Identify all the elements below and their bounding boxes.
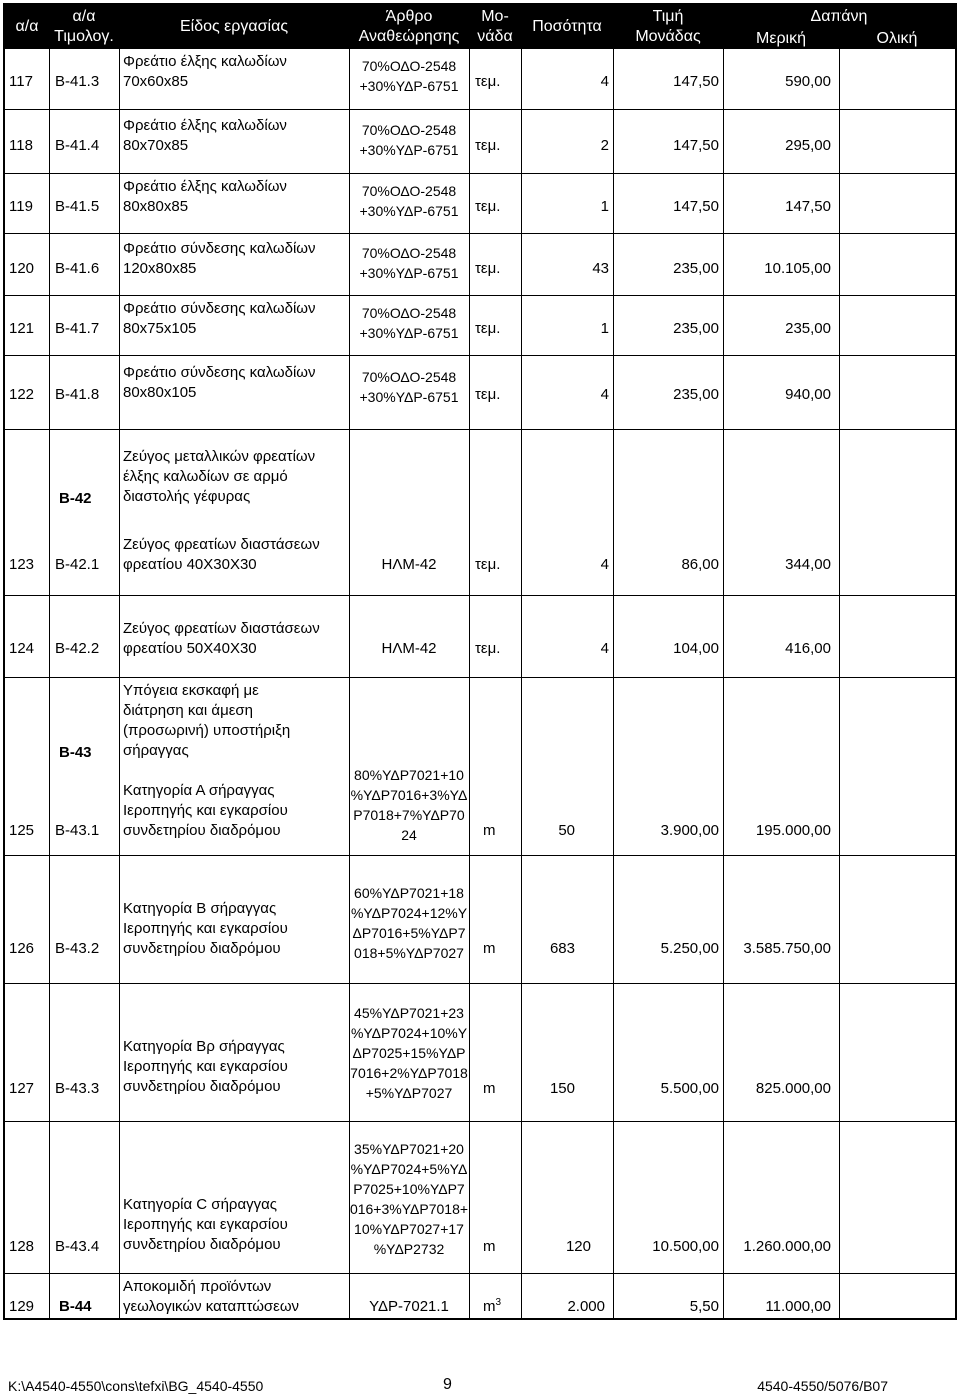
row-desc: Φρεάτιο έλξης καλωδίων 80x70x85 xyxy=(123,117,287,154)
row-unit: m xyxy=(483,822,496,839)
row-unit: τεμ. xyxy=(475,320,501,337)
row-article: 70%ΟΔΟ-2548 +30%ΥΔΡ-6751 xyxy=(359,305,459,341)
row-partial: 11.000,00 xyxy=(765,1298,831,1315)
row-price: 5.250,00 xyxy=(660,940,719,957)
row-partial: 940,00 xyxy=(785,386,831,403)
row-code: Β-43.4 xyxy=(55,1238,100,1255)
row-price: 104,00 xyxy=(673,640,719,657)
group-desc: Ζεύγος μεταλλικών φρεατίων έλξης καλωδίων σε αρμό διαστολής γέφυρας xyxy=(123,448,316,505)
row-code: Β-41.4 xyxy=(55,137,100,154)
row-article: 70%ΟΔΟ-2548 +30%ΥΔΡ-6751 xyxy=(359,183,459,219)
row-code: Β-43.2 xyxy=(55,940,100,957)
row-desc: Κατηγορία Βρ σήραγγας Ιεροπηγής και εγκαρσίου συνδετηρίου διαδρόμου xyxy=(123,1038,288,1095)
row-divider xyxy=(5,595,955,596)
row-code: Β-44 xyxy=(59,1298,92,1315)
row-divider xyxy=(5,233,955,234)
row-aa: 128 xyxy=(9,1238,35,1255)
row-desc: Φρεάτιο σύνδεσης καλωδίων 80x80x105 xyxy=(123,364,316,401)
row-desc: Ζεύγος φρεατίων διαστάσεων φρεατίου 50Χ40Χ30 xyxy=(123,620,320,657)
row-divider xyxy=(5,983,955,984)
row-unit: m xyxy=(483,1080,496,1097)
row-desc: Κατηγορία Β σήραγγας Ιεροπηγής και εγκαρσίου συνδετηρίου διαδρόμου xyxy=(123,900,288,957)
row-code: Β-41.5 xyxy=(55,198,100,215)
row-qty: 4 xyxy=(600,556,609,573)
row-article: ΗΛΜ-42 xyxy=(381,640,437,657)
header-meriki: Μερική xyxy=(755,30,806,47)
header-timi: Τιμή Μονάδας xyxy=(635,8,701,45)
group-desc: Υπόγεια εκσκαφή με διάτρηση και άμεση (προσωρινή) υποστήριξη σήραγγας xyxy=(123,682,291,759)
row-qty: 2 xyxy=(600,137,609,154)
row-qty: 4 xyxy=(600,386,609,403)
row-desc: Κατηγορία C σήραγγας Ιεροπηγής και εγκαρσίου συνδετηρίου διαδρόμου xyxy=(123,1196,288,1253)
row-aa: 125 xyxy=(9,822,35,839)
row-qty: 4 xyxy=(600,73,609,90)
row-partial: 235,00 xyxy=(785,320,831,337)
row-unit: τεμ. xyxy=(475,640,501,657)
row-partial: 344,00 xyxy=(785,556,831,573)
row-code: Β-41.8 xyxy=(55,386,100,403)
row-desc: Φρεάτιο έλξης καλωδίων 70x60x85 xyxy=(123,53,287,90)
unit-superscript: 3 xyxy=(495,1297,502,1308)
row-divider xyxy=(5,677,955,678)
row-desc: Φρεάτιο σύνδεσης καλωδίων 120x80x85 xyxy=(123,240,316,277)
row-aa: 124 xyxy=(9,640,35,657)
row-aa: 121 xyxy=(9,320,35,337)
row-price: 235,00 xyxy=(673,386,719,403)
row-aa: 118 xyxy=(9,137,33,154)
row-price: 235,00 xyxy=(673,320,719,337)
row-aa: 129 xyxy=(9,1298,35,1315)
row-code: Β-43.1 xyxy=(55,822,100,839)
row-code: Β-43.3 xyxy=(55,1080,100,1097)
row-price: 3.900,00 xyxy=(660,822,719,839)
row-desc: Φρεάτιο σύνδεσης καλωδίων 80x75x105 xyxy=(123,300,316,337)
row-price: 147,50 xyxy=(673,73,719,90)
row-price: 10.500,00 xyxy=(652,1238,719,1255)
row-aa: 120 xyxy=(9,260,35,277)
row-price: 235,00 xyxy=(673,260,719,277)
header-posotita: Ποσότητα xyxy=(532,18,602,35)
page-number: 9 xyxy=(443,1376,452,1393)
row-unit xyxy=(483,1297,501,1317)
row-qty: 2.000 xyxy=(567,1298,605,1315)
footer-path: K:\A4540-4550\cons\tefxi\BG_4540-4550 xyxy=(8,1378,264,1394)
row-divider xyxy=(5,855,955,856)
row-partial: 825.000,00 xyxy=(755,1080,831,1097)
group-code: Β-43 xyxy=(59,744,92,761)
row-article: 80%ΥΔΡ7021+10 %ΥΔΡ7016+3%ΥΔ Ρ7018+7%ΥΔΡ70 24 xyxy=(350,767,468,843)
row-article: 35%ΥΔΡ7021+20 %ΥΔΡ7024+5%ΥΔ Ρ7025+10%ΥΔΡ7 016+3%ΥΔΡ7018+ 10%ΥΔΡ7027+17 %ΥΔΡ2732 xyxy=(349,1141,469,1257)
group-code: Β-42 xyxy=(59,490,92,507)
row-aa: 126 xyxy=(9,940,35,957)
row-qty: 1 xyxy=(600,320,609,337)
row-divider xyxy=(5,109,955,110)
row-article: 60%ΥΔΡ7021+18 %ΥΔΡ7024+12%Υ ΔΡ7016+5%ΥΔΡ7 018+5%ΥΔΡ7027 xyxy=(350,885,468,961)
row-article: 70%ΟΔΟ-2548 +30%ΥΔΡ-6751 xyxy=(359,369,459,405)
row-qty: 4 xyxy=(600,640,609,657)
row-article: 70%ΟΔΟ-2548 +30%ΥΔΡ-6751 xyxy=(359,122,459,158)
row-aa: 127 xyxy=(9,1080,35,1097)
row-partial: 1.260.000,00 xyxy=(743,1238,831,1255)
row-qty: 150 xyxy=(549,1080,575,1097)
row-desc: Κατηγορία Α σήραγγας Ιεροπηγής και εγκαρσίου συνδετηρίου διαδρόμου xyxy=(123,782,288,839)
header-eidos: Είδος εργασίας xyxy=(179,18,289,35)
row-desc: Φρεάτιο έλξης καλωδίων 80x80x85 xyxy=(123,178,287,215)
row-aa: 119 xyxy=(9,198,33,215)
row-divider xyxy=(5,1273,955,1274)
row-qty: 120 xyxy=(565,1238,591,1255)
row-code: Β-42.1 xyxy=(55,556,100,573)
row-qty: 1 xyxy=(600,198,609,215)
row-partial: 3.585.750,00 xyxy=(743,940,831,957)
row-qty: 683 xyxy=(549,940,575,957)
row-aa: 117 xyxy=(9,73,33,90)
row-price: 147,50 xyxy=(673,198,719,215)
row-price: 86,00 xyxy=(681,556,719,573)
row-qty: 43 xyxy=(592,260,609,277)
header-oliki: Ολική xyxy=(876,30,918,47)
row-divider xyxy=(5,173,955,174)
row-price: 5.500,00 xyxy=(660,1080,719,1097)
row-unit: m xyxy=(483,1238,496,1255)
row-partial: 416,00 xyxy=(785,640,831,657)
row-unit: τεμ. xyxy=(475,73,501,90)
row-article: ΥΔΡ-7021.1 xyxy=(369,1298,449,1315)
row-partial: 195.000,00 xyxy=(755,822,831,839)
cost-table xyxy=(3,3,957,1320)
row-price: 147,50 xyxy=(673,137,719,154)
row-unit: τεμ. xyxy=(475,556,501,573)
row-unit: τεμ. xyxy=(475,260,501,277)
footer-ref: 4540-4550/5076/Β07 xyxy=(757,1378,888,1394)
row-unit: τεμ. xyxy=(475,137,501,154)
row-unit: τεμ. xyxy=(475,386,501,403)
row-article: 45%ΥΔΡ7021+23 %ΥΔΡ7024+10%Υ ΔΡ7025+15%ΥΔΡ 7016+2%ΥΔΡ7018 +5%ΥΔΡ7027 xyxy=(350,1005,468,1101)
row-partial: 590,00 xyxy=(785,73,831,90)
row-code: Β-42.2 xyxy=(55,640,100,657)
row-desc: Ζεύγος φρεατίων διαστάσεων φρεατίου 40Χ30Χ30 xyxy=(123,536,320,573)
row-code: Β-41.6 xyxy=(55,260,100,277)
row-unit: τεμ. xyxy=(475,198,501,215)
row-partial: 295,00 xyxy=(785,137,831,154)
row-aa: 123 xyxy=(9,556,35,573)
row-partial: 10.105,00 xyxy=(764,260,831,277)
row-code: Β-41.7 xyxy=(55,320,100,337)
row-divider xyxy=(5,429,955,430)
unit-text: m xyxy=(483,1298,496,1315)
header-monada: Μο- νάδα xyxy=(477,8,513,45)
row-code: Β-41.3 xyxy=(55,73,100,90)
row-desc: Αποκομιδή προϊόντων γεωλογικών καταπτώσεων xyxy=(123,1278,300,1315)
row-divider xyxy=(5,295,955,296)
row-unit: m xyxy=(483,940,496,957)
row-partial: 147,50 xyxy=(785,198,831,215)
header-arthro: Άρθρο Αναθεώρησης xyxy=(358,8,460,45)
header-dapani: Δαπάνη xyxy=(810,8,868,25)
row-article: 70%ΟΔΟ-2548 +30%ΥΔΡ-6751 xyxy=(359,245,459,281)
row-qty: 50 xyxy=(558,822,575,839)
header-aa: α/α xyxy=(15,18,39,35)
row-aa: 122 xyxy=(9,386,35,403)
header-aa-timol: α/α Τιμολογ. xyxy=(54,8,114,45)
row-article: ΗΛΜ-42 xyxy=(381,556,437,573)
row-article: 70%ΟΔΟ-2548 +30%ΥΔΡ-6751 xyxy=(359,58,459,94)
row-divider xyxy=(5,355,955,356)
row-divider xyxy=(5,1121,955,1122)
row-price: 5,50 xyxy=(689,1298,719,1315)
